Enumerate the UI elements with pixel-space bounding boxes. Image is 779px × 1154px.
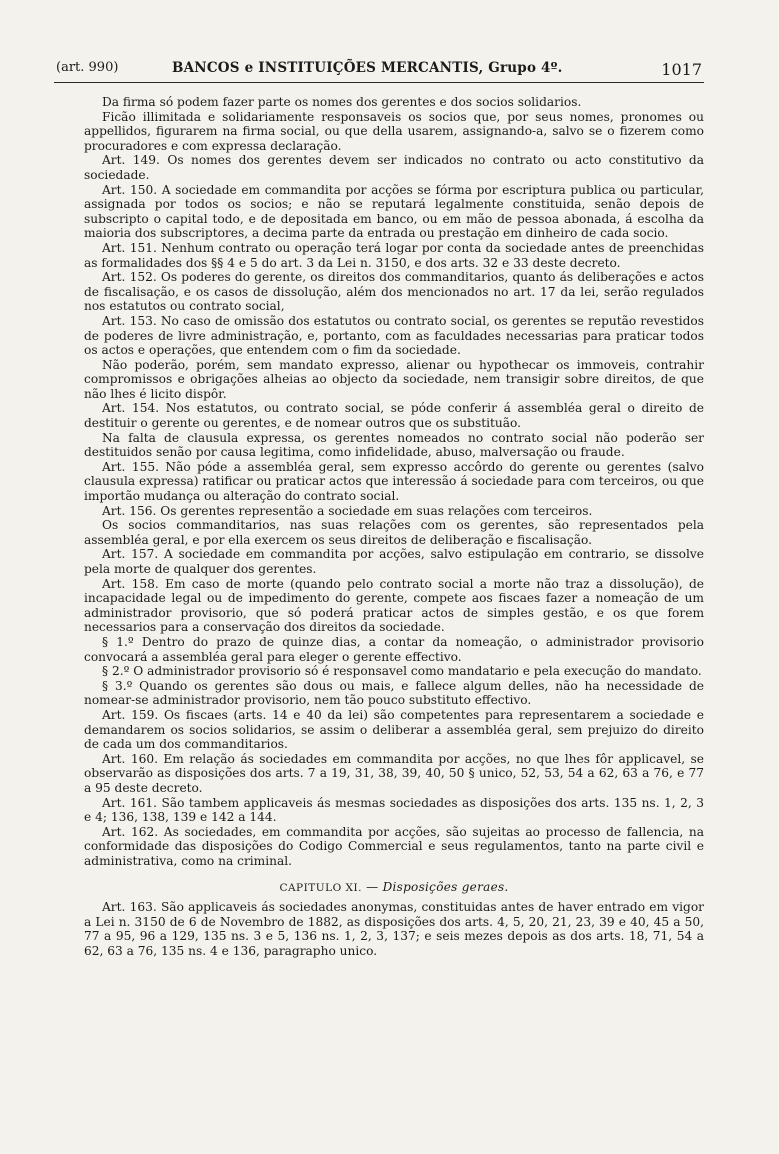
article-155: Art. 155. Não póde a assembléa geral, sem expresso accôrdo do gerente ou gerentes (salvo clausula expressa) ratificar ou praticar actos que interessão á sociedade para com terceiros, ou que importão mudança ou alteração do contrato social. — [84, 459, 704, 504]
article-158: Art. 158. Em caso de morte (quando pelo contrato social a morte não traz a dissolução), de incapacidade legal ou de impedimento do gerente, compete aos fiscaes fazer a nomeação de um administrador provisorio, que só poderá praticar actos de simples gestão, e os que forem necessarios para a conservação dos direitos da sociedade. — [84, 576, 704, 635]
section-3: § 3.º Quando os gerentes são dous ou mais, e fallece algum delles, não ha necessidade de nomear-se administrador provisorio, nem tão pouco substituto effectivo. — [84, 678, 704, 708]
section-1: § 1.º Dentro do prazo de quinze dias, a contar da nomeação, o administrador provisorio convocará a assembléa geral para eleger o gerente effectivo. — [84, 634, 704, 664]
paragraph: Na falta de clausula expressa, os gerentes nomeados no contrato social não poderão ser destituidos senão por causa legitima, como infidelidade, abuso, malversação ou fraude. — [84, 430, 704, 460]
running-header — [54, 56, 704, 83]
chapter-separator: — — [366, 880, 379, 895]
header-title: BANCOS e INSTITUIÇÕES MERCANTIS, Grupo 4º. — [172, 60, 563, 76]
article-154: Art. 154. Nos estatutos, ou contrato social, se póde conferir á assembléa geral o direito de destituir o gerente ou gerentes, e de nomear outros que os substituão. — [84, 401, 704, 431]
section-2: § 2.º O administrador provisorio só é responsavel como mandatario e pela execução do mandato. — [102, 664, 702, 679]
article-160: Art. 160. Em relação ás sociedades em commandita por acções, no que lhes fôr applicavel, se observarão as disposições dos arts. 7 a 19, 31, 38, 39, 40, 50 § unico, 52, 53, 54 a 62, 63 a 76, e 77 a 95 deste decreto. — [84, 751, 704, 795]
paragraph: Da firma só podem fazer parte os nomes dos gerentes e dos socios solidarios. — [102, 95, 582, 109]
paragraph: Não poderão, porém, sem mandato expresso, alienar ou hypothecar os immoveis, contrahir compromissos e obrigações alheias ao objecto da sociedade, nem transigir sobre direitos, de que não lhes é licito dispôr. — [84, 357, 704, 401]
page-number: 1017 — [661, 60, 702, 79]
article-150: Art. 150. A sociedade em commandita por acções se fórma por escriptura publica ou particular, assignada por todos os socios; e não se reputará legalmente constituida, senão depois de subscripto o capital todo, e de depositada em banco, ou em mão de pessoa abonada, á escolha da maioria dos subscriptores, a decima parte da entrada ou prestação em dinheiro de cada socio. — [84, 182, 704, 241]
article-156: Art. 156. Os gerentes representão a sociedade em suas relações com terceiros. — [102, 503, 593, 518]
paragraph: Os socios commanditarios, nas suas relações com os gerentes, são representados pela assembléa geral, e por ella exercem os seus direitos de deliberação e fiscalisação. — [84, 518, 704, 547]
chapter-number: CAPITULO XI. — [279, 882, 362, 895]
article-149: Art. 149. Os nomes dos gerentes devem ser indicados no contrato ou acto constitutivo da sociedade. — [84, 153, 704, 182]
article-157: Art. 157. A sociedade em commandita por acções, salvo estipulação em contrario, se dissolve pela morte de qualquer dos gerentes. — [84, 547, 704, 576]
article-161: Art. 161. São tambem applicaveis ás mesmas sociedades as disposições dos arts. 135 ns. 1, 2, 3 e 4; 136, 138, 139 e 142 a 144. — [84, 795, 704, 825]
article-162: Art. 162. As sociedades, em commandita por acções, são sujeitas ao processo de fallencia, na conformidade das disposições do Codigo Commercial e seus regulamentos, tanto na parte civil e administrativa, como na criminal. — [84, 824, 704, 868]
paragraph: Ficão illimitada e solidariamente responsaveis os socios que, por seus nomes, pronomes ou appellidos, figurarem na firma social, ou que della usarem, assignando-a, salvo se o fizerem como procuradores e com expressa declaração. — [84, 109, 704, 153]
page-body — [84, 95, 704, 958]
header-article-ref: (art. 990) — [56, 60, 119, 75]
article-151: Art. 151. Nenhum contrato ou operação terá logar por conta da sociedade antes de preenchidas as formalidades dos §§ 4 e 5 do art. 3 da Lei n. 3150, e dos arts. 32 e 33 deste decreto. — [84, 240, 704, 270]
chapter-heading — [84, 880, 704, 896]
article-159: Art. 159. Os fiscaes (arts. 14 e 40 da lei) são competentes para representarem a sociedade e demandarem os socios solidarios, se assim o deliberar a assembléa geral, sem prejuizo do direito de cada um dos commanditarios. — [84, 707, 704, 752]
chapter-title: Disposições geraes. — [382, 880, 509, 895]
article-152: Art. 152. Os poderes do gerente, os direitos dos commanditarios, quanto ás deliberações e actos de fiscalisação, e os casos de dissolução, além dos mencionados no art. 17 da lei, serão regulados nos estatutos ou contrato social, — [84, 270, 704, 314]
article-153: Art. 153. No caso de omissão dos estatutos ou contrato social, os gerentes se reputão revestidos de poderes de livre administração, e, portanto, com as faculdades necessarias para praticar todos os actos e operações, que entendem com o fim da sociedade. — [84, 313, 704, 358]
article-163: Art. 163. São applicaveis ás sociedades anonymas, constituidas antes de haver entrado em vigor a Lei n. 3150 de 6 de Novembro de 1882, as disposições dos arts. 4, 5, 20, 21, 23, 39 e 40, 45 a 50, 77 a 95, 96 a 129, 135 ns. 3 e 5, 136 ns. 1, 2, 3, 137; e seis mezes depois as dos arts. 18, 71, 54 a 62, 63 a 76, 135 ns. 4 e 136, paragrapho unico. — [84, 900, 704, 958]
